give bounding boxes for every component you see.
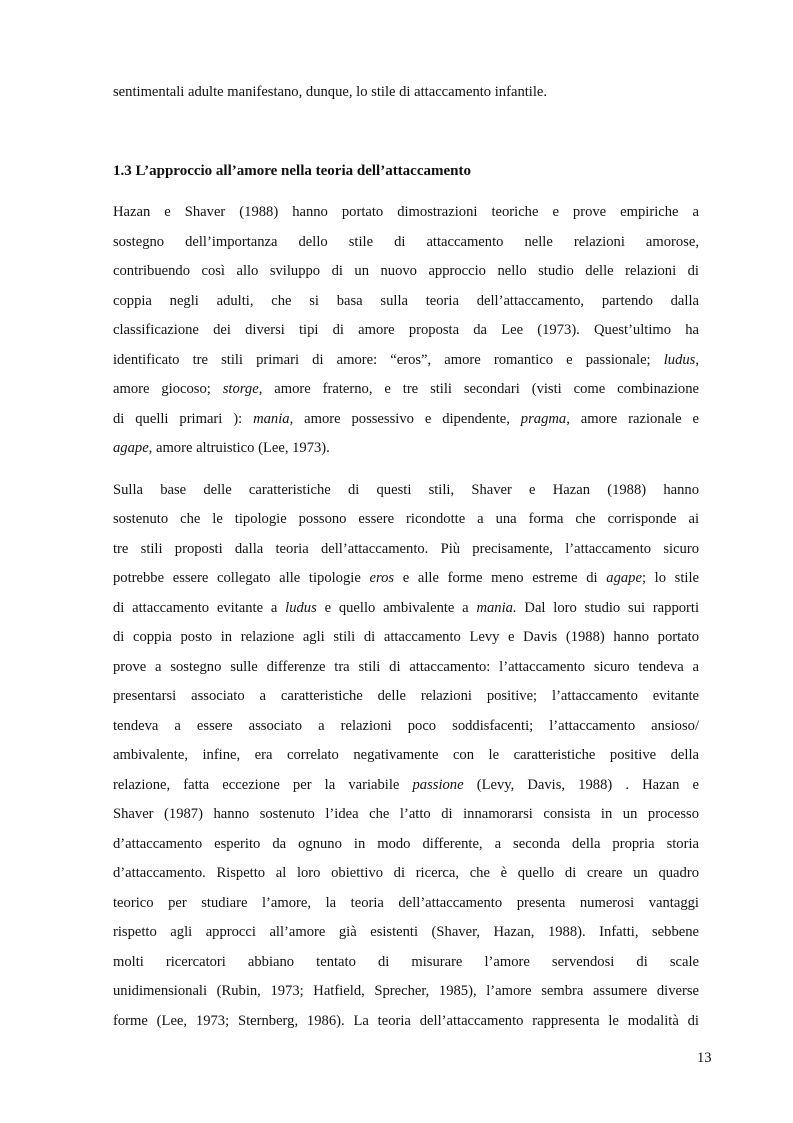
text-line: Hazan e Shaver (1988) hanno portato dimostrazioni teoriche e prove empiriche a [113, 204, 699, 220]
text-line: sostenuto che le tipologie possono essere ricondotte a una forma che corrisponde ai [113, 511, 699, 527]
text-line: classificazione dei diversi tipi di amore proposta da Lee (1973). Quest’ultimo ha [113, 322, 699, 338]
text-line: unidimensionali (Rubin, 1973; Hatfield, Sprecher, 1985), l’amore sembra assumere diverse [113, 983, 699, 999]
text-line: tendeva a essere associato a relazioni poco soddisfacenti; l’attaccamento ansioso/ [113, 718, 699, 734]
text-line: ambivalente, infine, era correlato negativamente con le caratteristiche positive della [113, 747, 699, 763]
text-line: agape, amore altruistico (Lee, 1973). [113, 440, 330, 456]
text-line: presentarsi associato a caratteristiche delle relazioni positive; l’attaccamento evitante [113, 688, 699, 704]
section-heading: 1.3 L’approccio all’amore nella teoria dell’attaccamento [113, 163, 471, 179]
text-line: sostegno dell’importanza dello stile di attaccamento nelle relazioni amorose, [113, 234, 699, 250]
text-line: prove a sostegno sulle differenze tra stili di attaccamento: l’attaccamento sicuro tendeva a [113, 659, 699, 675]
text-line: Shaver (1987) hanno sostenuto l’idea che l’atto di innamorarsi consista in un processo [113, 806, 699, 822]
text-line: molti ricercatori abbiano tentato di misurare l’amore servendosi di scale [113, 954, 699, 970]
text-line: d’attaccamento esperito da ognuno in modo differente, a seconda della propria storia [113, 836, 699, 852]
text-line: amore giocoso; storge, amore fraterno, e tre stili secondari (visti come combinazione [113, 381, 699, 397]
text-line: di coppia posto in relazione agli stili di attaccamento Levy e Davis (1988) hanno portato [113, 629, 699, 645]
intro-line: sentimentali adulte manifestano, dunque, lo stile di attaccamento infantile. [113, 84, 548, 100]
text-line: forme (Lee, 1973; Sternberg, 1986). La teoria dell’attaccamento rappresenta le modalità di [113, 1013, 699, 1029]
text-line: Sulla base delle caratteristiche di questi stili, Shaver e Hazan (1988) hanno [113, 482, 699, 498]
text-line: rispetto agli approcci all’amore già esistenti (Shaver, Hazan, 1988). Infatti, sebbene [113, 924, 699, 940]
text-line: contribuendo così allo sviluppo di un nuovo approccio nello studio delle relazioni di [113, 263, 699, 279]
text-line: teorico per studiare l’amore, la teoria dell’attaccamento presenta numerosi vantaggi [113, 895, 699, 911]
text-line: tre stili proposti dalla teoria dell’attaccamento. Più precisamente, l’attaccamento sicuro [113, 541, 699, 557]
text-line: identificato tre stili primari di amore: “eros”, amore romantico e passionale; ludus, [113, 352, 700, 368]
text-line: di attaccamento evitante a ludus e quello ambivalente a mania. Dal loro studio sui rapporti [113, 600, 700, 616]
text-line: relazione, fatta eccezione per la variabile passione (Levy, Davis, 1988) . Hazan e [113, 777, 699, 793]
text-line: coppia negli adulti, che si basa sulla teoria dell’attaccamento, partendo dalla [113, 293, 699, 309]
text-line: potrebbe essere collegato alle tipologie eros e alle forme meno estreme di agape; lo stile [113, 570, 699, 586]
page-number: 13 [697, 1050, 712, 1066]
text-line: di quelli primari ): mania, amore possessivo e dipendente, pragma, amore razionale e [113, 411, 699, 427]
text-line: d’attaccamento. Rispetto al loro obiettivo di ricerca, che è quello di creare un quadro [113, 865, 699, 881]
